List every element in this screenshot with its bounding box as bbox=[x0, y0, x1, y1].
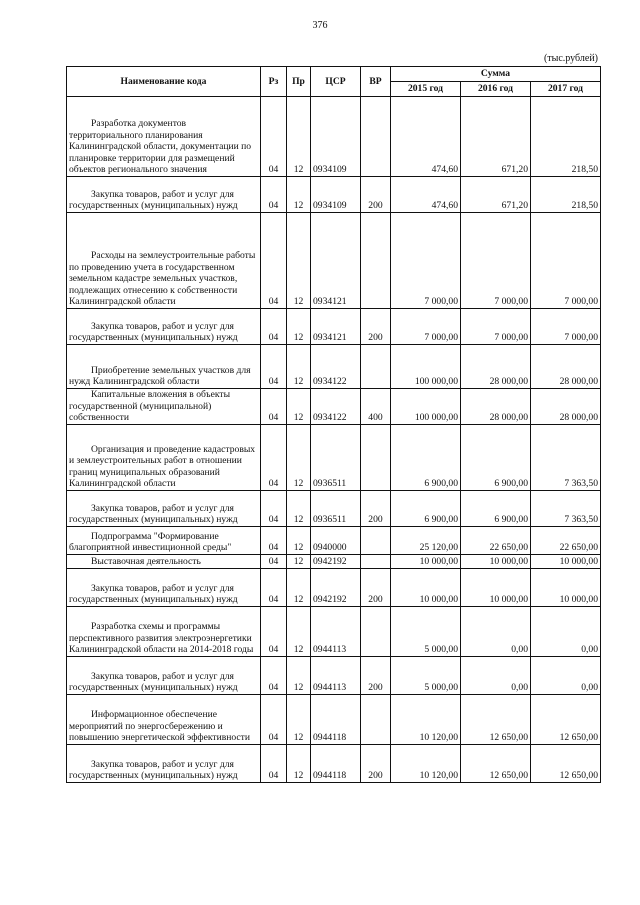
row-name-text: Разработка схемы и программы перспективного развития электроэнергетики Калининградской области на 2014-2018 годы bbox=[69, 621, 254, 656]
row-vr bbox=[361, 607, 391, 657]
row-pr: 12 bbox=[287, 97, 311, 177]
row-pr: 12 bbox=[287, 745, 311, 783]
row-pr: 12 bbox=[287, 527, 311, 555]
table-row bbox=[67, 309, 601, 345]
table-row bbox=[67, 695, 601, 745]
row-vr bbox=[361, 555, 391, 569]
row-amount-2016: 7 000,00 bbox=[461, 309, 531, 345]
table-row bbox=[67, 555, 601, 569]
row-name bbox=[67, 569, 261, 607]
row-amount-2016: 22 650,00 bbox=[461, 527, 531, 555]
row-amount-2016: 6 900,00 bbox=[461, 425, 531, 491]
row-name bbox=[67, 555, 261, 569]
row-name-text: Выставочная деятельность bbox=[91, 556, 201, 568]
row-amount-2017: 7 363,50 bbox=[531, 425, 601, 491]
row-name bbox=[67, 97, 261, 177]
row-vr bbox=[361, 425, 391, 491]
row-amount-2015: 474,60 bbox=[391, 177, 461, 213]
row-amount-2017: 7 000,00 bbox=[531, 309, 601, 345]
row-amount-2017: 10 000,00 bbox=[531, 555, 601, 569]
row-csr: 0944113 bbox=[311, 607, 361, 657]
header-csr: ЦСР bbox=[311, 67, 361, 97]
row-csr: 0934122 bbox=[311, 345, 361, 389]
header-rz: Рз bbox=[261, 67, 287, 97]
row-name bbox=[67, 745, 261, 783]
row-amount-2015: 6 900,00 bbox=[391, 425, 461, 491]
row-vr: 200 bbox=[361, 745, 391, 783]
row-amount-2016: 28 000,00 bbox=[461, 389, 531, 425]
row-name bbox=[67, 425, 261, 491]
row-csr: 0934122 bbox=[311, 389, 361, 425]
row-name bbox=[67, 389, 261, 425]
row-vr: 200 bbox=[361, 177, 391, 213]
row-pr: 12 bbox=[287, 657, 311, 695]
row-csr: 0934109 bbox=[311, 177, 361, 213]
row-amount-2017: 28 000,00 bbox=[531, 345, 601, 389]
header-2016: 2016 год bbox=[461, 82, 531, 97]
table-header bbox=[67, 67, 601, 97]
row-name bbox=[67, 345, 261, 389]
row-rz: 04 bbox=[261, 177, 287, 213]
page-number: 376 bbox=[312, 20, 328, 31]
row-amount-2017: 0,00 bbox=[531, 657, 601, 695]
row-rz: 04 bbox=[261, 491, 287, 527]
row-name-text: Информационное обеспечение мероприятий по энергосбережению и повышению энергетической эффективности bbox=[69, 709, 251, 744]
row-pr: 12 bbox=[287, 425, 311, 491]
row-csr: 0944118 bbox=[311, 695, 361, 745]
row-csr: 0944118 bbox=[311, 745, 361, 783]
row-name bbox=[67, 213, 261, 309]
row-amount-2016: 6 900,00 bbox=[461, 491, 531, 527]
row-vr bbox=[361, 97, 391, 177]
row-pr: 12 bbox=[287, 607, 311, 657]
row-vr bbox=[361, 345, 391, 389]
row-amount-2016: 10 000,00 bbox=[461, 569, 531, 607]
header-sum: Сумма bbox=[391, 67, 601, 82]
row-name bbox=[67, 491, 261, 527]
table-row bbox=[67, 745, 601, 783]
header-name: Наименование кода bbox=[67, 67, 261, 97]
row-rz: 04 bbox=[261, 527, 287, 555]
row-name-text: Разработка документов территориального планирования Калининградской области, документации по планировке территории для размещений объектов регионального значения bbox=[69, 118, 252, 176]
row-rz: 04 bbox=[261, 607, 287, 657]
row-amount-2016: 12 650,00 bbox=[461, 695, 531, 745]
row-csr: 0940000 bbox=[311, 527, 361, 555]
row-csr: 0934109 bbox=[311, 97, 361, 177]
row-pr: 12 bbox=[287, 555, 311, 569]
row-amount-2017: 7 363,50 bbox=[531, 491, 601, 527]
row-amount-2017: 218,50 bbox=[531, 177, 601, 213]
row-rz: 04 bbox=[261, 555, 287, 569]
row-name-text: Приобретение земельных участков для нужд Калининградской области bbox=[69, 364, 251, 388]
row-amount-2015: 5 000,00 bbox=[391, 607, 461, 657]
row-amount-2016: 10 000,00 bbox=[461, 555, 531, 569]
row-amount-2017: 12 650,00 bbox=[531, 695, 601, 745]
row-name-text: Закупка товаров, работ и услуг для государственных (муниципальных) нужд bbox=[69, 582, 238, 606]
row-vr: 200 bbox=[361, 569, 391, 607]
row-amount-2017: 28 000,00 bbox=[531, 389, 601, 425]
row-pr: 12 bbox=[287, 695, 311, 745]
row-vr bbox=[361, 695, 391, 745]
header-2015: 2015 год bbox=[391, 82, 461, 97]
row-amount-2016: 0,00 bbox=[461, 657, 531, 695]
row-amount-2017: 12 650,00 bbox=[531, 745, 601, 783]
table-row bbox=[67, 569, 601, 607]
row-amount-2017: 0,00 bbox=[531, 607, 601, 657]
row-csr: 0934121 bbox=[311, 309, 361, 345]
header-2017: 2017 год bbox=[531, 82, 601, 97]
row-name-text: Закупка товаров, работ и услуг для государственных (муниципальных) нужд bbox=[69, 188, 238, 212]
row-pr: 12 bbox=[287, 309, 311, 345]
row-name-text: Капитальные вложения в объекты государственной (муниципальной) собственности bbox=[69, 389, 231, 424]
header-vr: ВР bbox=[361, 67, 391, 97]
table-row bbox=[67, 607, 601, 657]
row-csr: 0942192 bbox=[311, 569, 361, 607]
table-row bbox=[67, 345, 601, 389]
table-row bbox=[67, 97, 601, 177]
row-pr: 12 bbox=[287, 345, 311, 389]
row-csr: 0942192 bbox=[311, 555, 361, 569]
row-name-text: Закупка товаров, работ и услуг для государственных (муниципальных) нужд bbox=[69, 502, 238, 526]
table-row bbox=[67, 389, 601, 425]
row-name-text: Подпрограмма "Формирование благоприятной инвестиционной среды" bbox=[69, 530, 232, 554]
table-row bbox=[67, 177, 601, 213]
table-row bbox=[67, 527, 601, 555]
row-amount-2016: 0,00 bbox=[461, 607, 531, 657]
row-amount-2017: 22 650,00 bbox=[531, 527, 601, 555]
budget-table bbox=[66, 66, 601, 783]
row-rz: 04 bbox=[261, 745, 287, 783]
row-rz: 04 bbox=[261, 695, 287, 745]
row-rz: 04 bbox=[261, 213, 287, 309]
row-amount-2016: 7 000,00 bbox=[461, 213, 531, 309]
row-pr: 12 bbox=[287, 389, 311, 425]
row-vr bbox=[361, 527, 391, 555]
row-name-text: Закупка товаров, работ и услуг для государственных (муниципальных) нужд bbox=[69, 758, 238, 782]
units-label: (тыс.рублей) bbox=[543, 53, 598, 64]
row-name-text: Закупка товаров, работ и услуг для государственных (муниципальных) нужд bbox=[69, 320, 238, 344]
table-row bbox=[67, 425, 601, 491]
row-rz: 04 bbox=[261, 345, 287, 389]
row-amount-2015: 7 000,00 bbox=[391, 309, 461, 345]
row-rz: 04 bbox=[261, 569, 287, 607]
row-name-text: Закупка товаров, работ и услуг для государственных (муниципальных) нужд bbox=[69, 670, 238, 694]
row-pr: 12 bbox=[287, 177, 311, 213]
row-csr: 0936511 bbox=[311, 491, 361, 527]
row-amount-2015: 5 000,00 bbox=[391, 657, 461, 695]
row-amount-2017: 7 000,00 bbox=[531, 213, 601, 309]
row-amount-2015: 6 900,00 bbox=[391, 491, 461, 527]
row-name bbox=[67, 695, 261, 745]
row-rz: 04 bbox=[261, 425, 287, 491]
row-rz: 04 bbox=[261, 309, 287, 345]
row-amount-2016: 28 000,00 bbox=[461, 345, 531, 389]
row-pr: 12 bbox=[287, 213, 311, 309]
row-amount-2016: 671,20 bbox=[461, 97, 531, 177]
row-rz: 04 bbox=[261, 657, 287, 695]
row-rz: 04 bbox=[261, 389, 287, 425]
row-amount-2016: 12 650,00 bbox=[461, 745, 531, 783]
table-body bbox=[67, 97, 601, 783]
row-vr bbox=[361, 213, 391, 309]
row-vr: 200 bbox=[361, 491, 391, 527]
row-name bbox=[67, 527, 261, 555]
row-pr: 12 bbox=[287, 569, 311, 607]
row-amount-2016: 671,20 bbox=[461, 177, 531, 213]
row-vr: 200 bbox=[361, 657, 391, 695]
row-csr: 0936511 bbox=[311, 425, 361, 491]
table-row bbox=[67, 491, 601, 527]
row-amount-2017: 10 000,00 bbox=[531, 569, 601, 607]
row-vr: 200 bbox=[361, 309, 391, 345]
row-csr: 0934121 bbox=[311, 213, 361, 309]
row-vr: 400 bbox=[361, 389, 391, 425]
row-amount-2017: 218,50 bbox=[531, 97, 601, 177]
row-amount-2015: 474,60 bbox=[391, 97, 461, 177]
row-rz: 04 bbox=[261, 97, 287, 177]
row-name-text: Расходы на землеустроительные работы по проведению учета в государственном земельном кадастре земельных участков, подлежащих отнесению к собственности Калининградской области bbox=[69, 250, 256, 308]
row-name bbox=[67, 177, 261, 213]
row-amount-2015: 100 000,00 bbox=[391, 345, 461, 389]
table-row bbox=[67, 213, 601, 309]
row-amount-2015: 100 000,00 bbox=[391, 389, 461, 425]
row-name bbox=[67, 309, 261, 345]
row-amount-2015: 10 000,00 bbox=[391, 555, 461, 569]
row-amount-2015: 7 000,00 bbox=[391, 213, 461, 309]
row-amount-2015: 25 120,00 bbox=[391, 527, 461, 555]
row-amount-2015: 10 120,00 bbox=[391, 695, 461, 745]
row-name-text: Организация и проведение кадастровых и землеустроительных работ в отношении границ муниципальных образований Калининградской области bbox=[69, 443, 256, 490]
row-name bbox=[67, 607, 261, 657]
table-row bbox=[67, 657, 601, 695]
row-name bbox=[67, 657, 261, 695]
row-csr: 0944113 bbox=[311, 657, 361, 695]
header-pr: Пр bbox=[287, 67, 311, 97]
row-amount-2015: 10 000,00 bbox=[391, 569, 461, 607]
row-pr: 12 bbox=[287, 491, 311, 527]
row-amount-2015: 10 120,00 bbox=[391, 745, 461, 783]
